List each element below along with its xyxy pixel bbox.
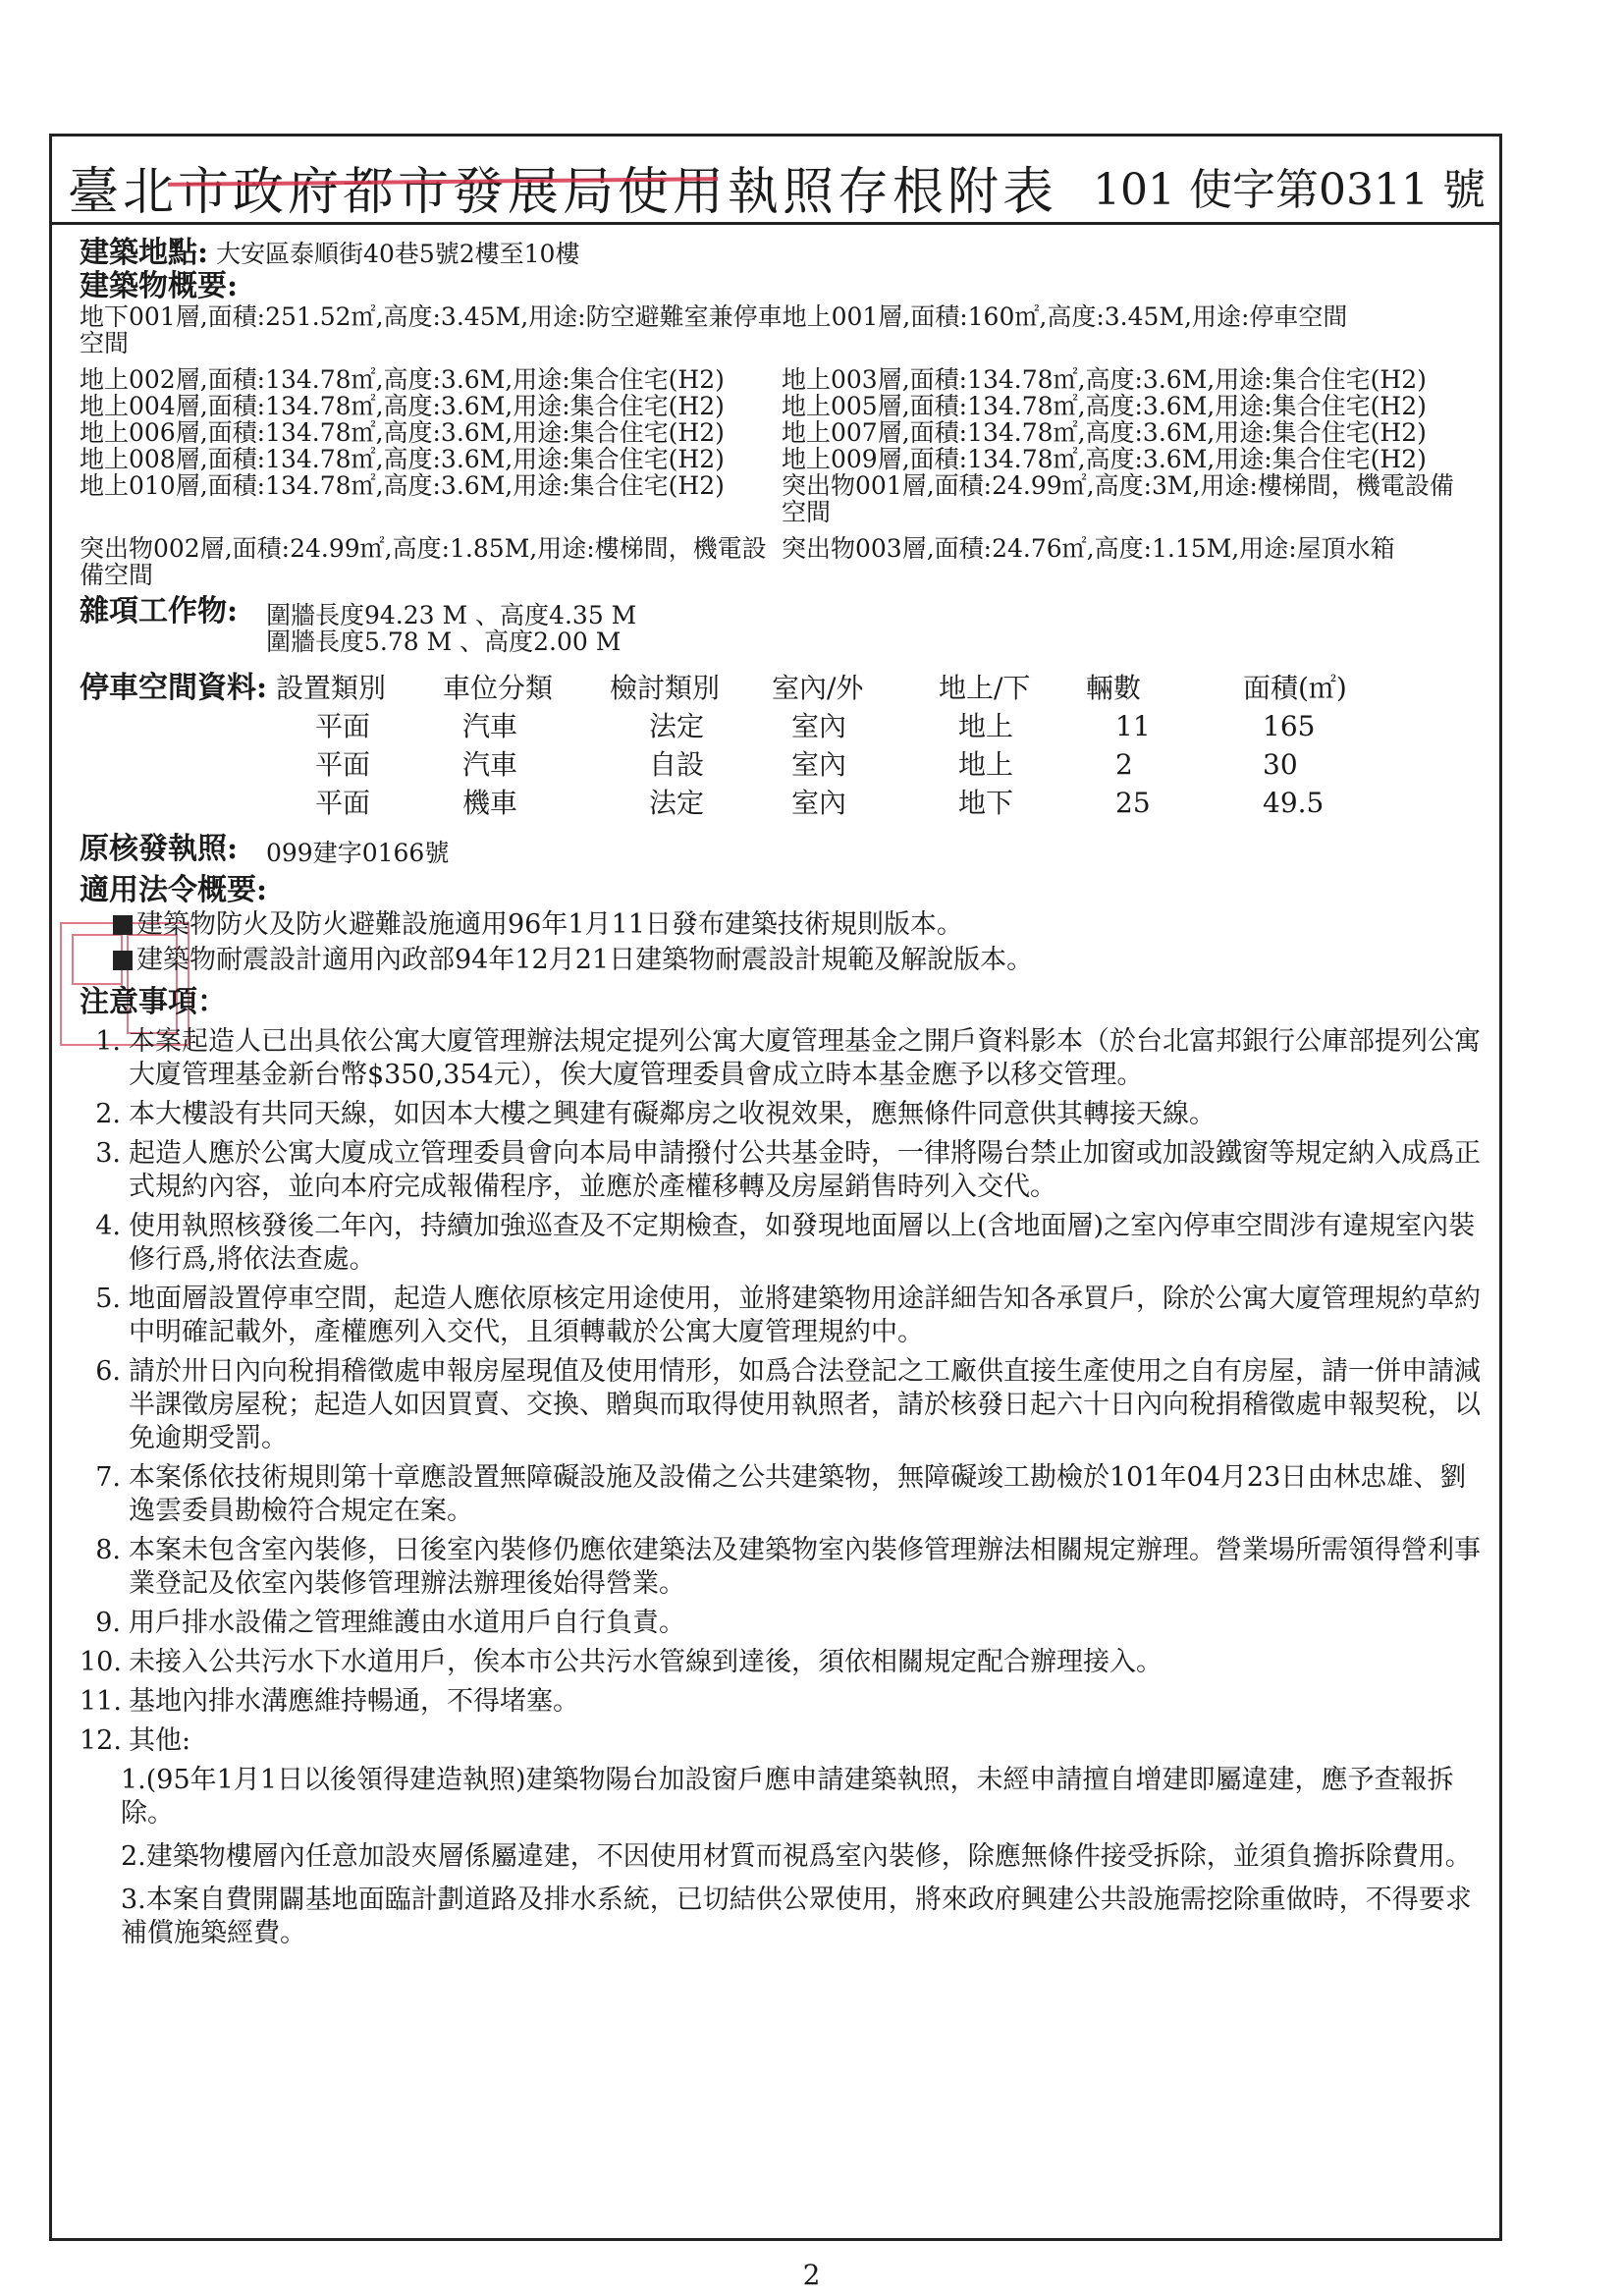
floor-row	[80, 366, 1484, 393]
document-frame	[49, 134, 1502, 2241]
floor-row	[80, 499, 1484, 525]
note-item: 6. 請於卅日內向稅捐稽徵處申報房屋現值及使用情形，如爲合法登記之工廠供直接生產使用之自有房屋，請一併申請減半課徵房屋稅；起造人如因買賣、交換、贈與而取得使用執照者，請於核發日起六十日內向稅捐稽徵處申報契稅，以免逾期受罰。	[95, 1356, 1481, 1453]
other-note: 3.本案自費開闢基地面臨計劃道路及排水系統，已切結供公眾使用，將來政府興建公共設施需挖除重做時，不得要求補償施築經費。	[121, 1885, 1472, 1948]
law-item: 建築物耐震設計適用內政部94年12月21日建築物耐震設計規範及解說版本。	[113, 943, 1484, 978]
document-body	[80, 237, 1484, 1960]
orig-permit-label: 原核發執照:	[80, 832, 239, 866]
floor-item: 地上004層,面積:134.78㎡,高度:3.6M,用途:集合住宅(H2)	[80, 392, 725, 420]
page-number: 2	[802, 2259, 821, 2291]
note-item: 2. 本大樓設有共同天線，如因本大樓之興建有礙鄰房之收視效果，應無條件同意供其轉接天線。	[95, 1099, 1216, 1129]
parking-header: 地上/下	[939, 672, 1031, 704]
location-label: 建築地點:	[80, 236, 209, 270]
parking-cell: 室內	[791, 710, 847, 742]
parking-cell: 11	[1115, 710, 1151, 742]
parking-cell: 法定	[649, 787, 705, 819]
floor-item: 地上003層,面積:134.78㎡,高度:3.6M,用途:集合住宅(H2)	[782, 365, 1427, 394]
floor-item: 地上008層,面積:134.78㎡,高度:3.6M,用途:集合住宅(H2)	[80, 445, 725, 473]
floor-row	[80, 446, 1484, 472]
location-value: 大安區泰順街40巷5號2樓至10樓	[216, 240, 580, 268]
parking-cell: 平面	[315, 710, 371, 742]
notes-list	[80, 1025, 1484, 1758]
law-item: 建築物防火及防火避難設施適用96年1月11日發布建築技術規則版本。	[113, 907, 1484, 943]
floor-row	[80, 419, 1484, 446]
note-item: 7. 本案係依技術規則第十章應設置無障礙設施及設備之公共建築物，無障礙竣工勘檢於101年04月23日由林忠雄、劉逸雲委員勘檢符合規定在案。	[95, 1462, 1467, 1526]
floor-item: 地上009層,面積:134.78㎡,高度:3.6M,用途:集合住宅(H2)	[782, 445, 1427, 473]
square-bullet-icon	[113, 915, 133, 935]
parking-header: 輛數	[1086, 672, 1142, 704]
floor-item: 地上006層,面積:134.78㎡,高度:3.6M,用途:集合住宅(H2)	[80, 418, 725, 447]
orig-permit-value: 099建字0166號	[266, 839, 450, 867]
parking-header: 面積(㎡)	[1243, 672, 1347, 704]
floor-item: 地上007層,面積:134.78㎡,高度:3.6M,用途:集合住宅(H2)	[782, 418, 1427, 447]
note-item: 5. 地面層設置停車空間，起造人應依原核定用途使用，並將建築物用途詳細告知各承買戶，除於公寓大廈管理規約草約中明確記載外，產權應列入交代，且須轉載於公寓大廈管理規約中。	[95, 1284, 1481, 1347]
document-title: 臺北市政府都市發展局使用執照存根附表	[68, 163, 1058, 222]
note-item: 10. 未接入公共污水下水道用戶，俟本市公共污水管線到達後，須依相關規定配合辦理接入。	[80, 1647, 1163, 1677]
misc-line: 圍牆長度5.78 M 、高度2.00 M	[266, 628, 622, 656]
parking-cell: 汽車	[462, 748, 518, 781]
notes-label: 注意事項：	[80, 985, 227, 1019]
parking-cell: 地上	[958, 710, 1014, 742]
parking-cell: 49.5	[1263, 787, 1325, 819]
parking-cell: 汽車	[462, 710, 518, 742]
parking-cell: 法定	[649, 710, 705, 742]
laws-label: 適用法令概要:	[80, 873, 268, 907]
document-header	[52, 137, 1499, 225]
parking-cell: 自設	[649, 748, 705, 781]
parking-cell: 室內	[791, 748, 847, 781]
floor-item-cont: 空間	[782, 498, 832, 526]
square-bullet-icon	[113, 951, 133, 970]
misc-works	[80, 594, 1484, 629]
floor-item: 地上010層,面積:134.78㎡,高度:3.6M,用途:集合住宅(H2)	[80, 471, 725, 500]
note-item: 1. 本案起造人已出具依公寓大廈管理辦法規定提列公寓大廈管理基金之開戶資料影本（於台北富邦銀行公庫部提列公寓大廈管理基金新台幣$350,354元），俟大廈管理委員會成立時本基金應予以移交管理。	[95, 1026, 1481, 1090]
note-item: 4. 使用執照核發後二年內，持續加強巡查及不定期檢查，如發現地面層以上(含地面層)之室內停車空間涉有違規室內裝修行爲,將依法查處。	[95, 1211, 1476, 1275]
parking-cell: 平面	[315, 787, 371, 819]
note-item: 11. 基地內排水溝應維持暢通，不得堵塞。	[80, 1686, 579, 1717]
parking-cell: 2	[1115, 748, 1133, 781]
floor-row	[80, 393, 1484, 419]
parking-label: 停車空間資料:	[80, 671, 268, 705]
overview-label: 建築物概要:	[80, 269, 239, 303]
note-item: 8. 本案未包含室內裝修，日後室內裝修仍應依建築法及建築物室內裝修管理辦法相關規定辦理。營業場所需領得營利事業登記及依室內裝修管理辦法辦理後始得營業。	[95, 1535, 1481, 1599]
note-item: 12. 其他:	[80, 1725, 191, 1756]
parking-cell: 25	[1115, 787, 1151, 819]
floor-item: 地上005層,面積:134.78㎡,高度:3.6M,用途:集合住宅(H2)	[782, 392, 1427, 420]
other-note: 1.(95年1月1日以後領得建造執照)建築物陽台加設窗戶應申請建築執照，未經申請擅自增建即屬違建，應予查報拆除。	[121, 1765, 1454, 1829]
other-note: 2.建築物樓層內任意加設夾層係屬違建，不因使用材質而視爲室內裝修，除應無條件接受拆除，並須負擔拆除費用。	[121, 1841, 1472, 1872]
parking-header: 車位分類	[443, 672, 554, 704]
floor-item: 突出物002層,面積:24.99㎡,高度:1.85M,用途:樓梯間，機電設	[80, 534, 767, 563]
parking-cell: 地上	[958, 748, 1014, 781]
building-location	[80, 237, 1484, 270]
misc-line: 圍牆長度94.23 M 、高度4.35 M	[266, 601, 637, 629]
floor-item: 突出物001層,面積:24.99㎡,高度:3M,用途:樓梯間，機電設備	[782, 471, 1454, 500]
original-permit	[80, 832, 1484, 867]
note-item: 9. 用戶排水設備之管理維護由水道用戶自行負責。	[95, 1608, 685, 1638]
floor-item: 突出物003層,面積:24.76㎡,高度:1.15M,用途:屋頂水箱	[782, 534, 1395, 563]
misc-label: 雜項工作物:	[80, 594, 239, 629]
floor-item: 地上002層,面積:134.78㎡,高度:3.6M,用途:集合住宅(H2)	[80, 365, 725, 394]
parking-cell: 30	[1263, 748, 1298, 781]
note-item: 3. 起造人應於公寓大廈成立管理委員會向本局申請撥付公共基金時，一律將陽台禁止加窗或加設鐵窗等規定納入成爲正式規約內容，並向本府完成報備程序，並應於產權移轉及房屋銷售時列入交代。	[95, 1138, 1481, 1202]
floor-item-cont: 備空間	[80, 561, 154, 589]
permit-number: 101 使字第0311 號	[1093, 165, 1486, 215]
parking-header: 室內/外	[772, 672, 864, 704]
parking-cell: 平面	[315, 748, 371, 781]
overview-line: 地下001層,面積:251.52㎡,高度:3.45M,用途:防空避難室兼停車地上001層,面積:160㎡,高度:3.45M,用途:停車空間	[80, 302, 1348, 331]
floor-row	[80, 472, 1484, 499]
parking-cell: 165	[1263, 710, 1316, 742]
parking-cell: 機車	[462, 787, 518, 819]
parking-table	[80, 669, 1484, 822]
parking-header: 檢討類別	[610, 672, 721, 704]
parking-header: 設置類別	[276, 672, 387, 704]
parking-cell: 地下	[958, 787, 1014, 819]
overview-line-cont: 空間	[80, 329, 130, 357]
parking-cell: 室內	[791, 787, 847, 819]
floor-row	[80, 535, 1484, 562]
